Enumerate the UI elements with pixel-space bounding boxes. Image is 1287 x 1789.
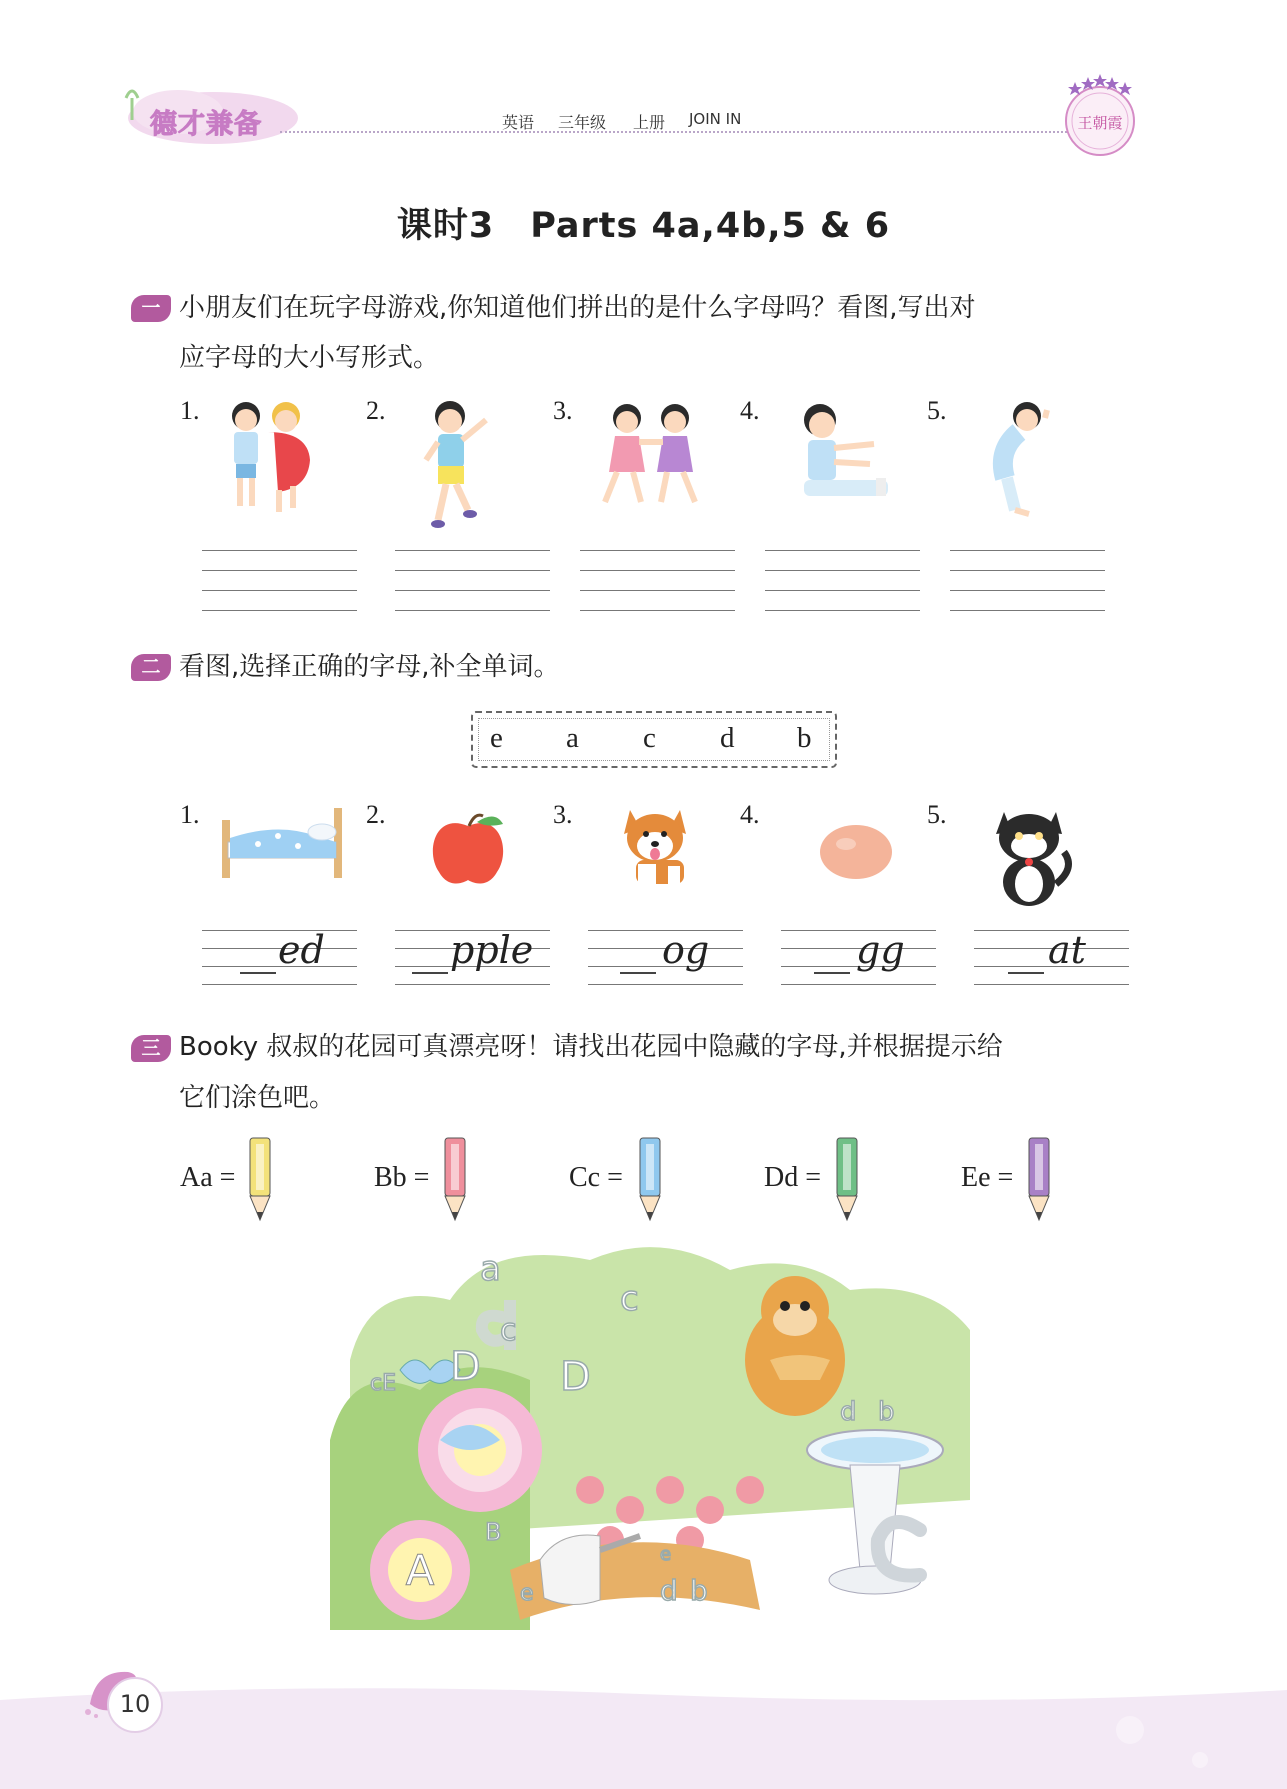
item-number: 1. xyxy=(180,800,200,829)
apple-icon xyxy=(425,812,511,890)
letter-choice: c xyxy=(643,722,656,754)
svg-text:e: e xyxy=(660,1544,672,1565)
section-badge-label: 三 xyxy=(141,1037,161,1059)
kid-letter-k-illustration xyxy=(420,398,500,536)
word-fragment: gg xyxy=(856,928,905,972)
answer-blank[interactable] xyxy=(240,972,276,974)
svg-text:B: B xyxy=(485,1518,502,1546)
kids-letter-a-illustration xyxy=(595,402,707,510)
word-fragment: pple xyxy=(450,928,534,972)
item-number: 3. xyxy=(553,396,573,425)
pencil-icon xyxy=(638,1134,662,1224)
svg-text:a: a xyxy=(480,1249,501,1289)
header-divider xyxy=(280,131,1075,133)
item-number: 2. xyxy=(366,800,386,829)
cat-icon xyxy=(984,798,1074,908)
color-key-label: Ee = xyxy=(961,1162,1014,1193)
svg-text:d: d xyxy=(660,1574,678,1607)
color-key-label: Aa = xyxy=(180,1162,236,1193)
answer-blank[interactable] xyxy=(620,972,656,974)
color-key-label: Cc = xyxy=(569,1162,623,1193)
svg-text:b: b xyxy=(878,1397,895,1427)
header-volume: 上册 xyxy=(633,113,666,132)
svg-text:c: c xyxy=(620,1279,639,1319)
kid-letter-c-illustration xyxy=(985,400,1055,518)
item-number: 5. xyxy=(927,800,947,829)
section1-instruction-line2: 应字母的大小写形式。 xyxy=(179,343,440,373)
pencil-icon xyxy=(443,1134,467,1224)
section-badge-label: 一 xyxy=(141,297,161,319)
section-badge-3 xyxy=(131,1035,171,1062)
kid-letter-e-illustration xyxy=(790,400,896,512)
egg-icon xyxy=(818,822,896,884)
section3-instruction-line2: 它们涂色吧。 xyxy=(179,1083,336,1113)
letter-choice: d xyxy=(720,722,735,754)
section1-instruction-line1: 小朋友们在玩字母游戏,你知道他们拼出的是什么字母吗？看图,写出对 xyxy=(179,293,976,323)
writing-lines[interactable] xyxy=(395,550,550,620)
publisher-seal-logo xyxy=(1055,74,1145,164)
svg-text:cE: cE xyxy=(370,1371,396,1396)
pencil-icon xyxy=(835,1134,859,1224)
svg-text:A: A xyxy=(405,1546,435,1595)
section-badge-label: 二 xyxy=(141,656,161,678)
writing-lines[interactable] xyxy=(580,550,735,620)
item-number: 4. xyxy=(740,800,760,829)
answer-blank[interactable] xyxy=(1008,972,1044,974)
bed-icon xyxy=(218,802,348,882)
svg-text:王朝霞: 王朝霞 xyxy=(1077,114,1123,132)
svg-text:c: c xyxy=(500,1313,517,1348)
header-subject: 英语 xyxy=(502,113,535,132)
dog-icon xyxy=(610,800,705,900)
svg-text:e: e xyxy=(520,1581,534,1606)
page-header xyxy=(0,0,1287,160)
section-badge-1 xyxy=(131,295,171,322)
answer-blank[interactable] xyxy=(814,972,850,974)
writing-lines[interactable] xyxy=(950,550,1105,620)
svg-text:D: D xyxy=(450,1344,481,1390)
answer-blank[interactable] xyxy=(412,972,448,974)
item-number: 5. xyxy=(927,396,947,425)
word-fragment: ed xyxy=(278,928,325,972)
color-key-label: Dd = xyxy=(764,1162,822,1193)
garden-hidden-letters-illustration xyxy=(330,1240,975,1630)
header-grade: 三年级 xyxy=(558,113,607,132)
letter-choice: a xyxy=(566,722,579,754)
section2-instruction: 看图,选择正确的字母,补全单词。 xyxy=(179,652,560,682)
footer-band xyxy=(0,1680,1287,1789)
kids-letter-d-illustration xyxy=(218,398,328,523)
pencil-icon xyxy=(248,1134,272,1224)
svg-text:b: b xyxy=(690,1574,708,1607)
item-number: 4. xyxy=(740,396,760,425)
page-number: 10 xyxy=(119,1690,151,1718)
letter-choice: e xyxy=(490,722,503,754)
item-number: 2. xyxy=(366,396,386,425)
word-fragment: at xyxy=(1048,928,1086,972)
word-fragment: og xyxy=(662,928,710,972)
header-edition: JOIN IN xyxy=(689,110,742,128)
section-badge-2 xyxy=(131,654,171,681)
color-key-label: Bb = xyxy=(374,1162,430,1193)
pencil-icon xyxy=(1027,1134,1051,1224)
svg-text:D: D xyxy=(560,1354,591,1400)
item-number: 1. xyxy=(180,396,200,425)
item-number: 3. xyxy=(553,800,573,829)
svg-text:d: d xyxy=(840,1397,857,1427)
writing-lines[interactable] xyxy=(202,550,357,620)
section3-instruction-line1: Booky 叔叔的花园可真漂亮呀！请找出花园中隐藏的字母,并根据提示给 xyxy=(179,1032,1003,1062)
writing-lines[interactable] xyxy=(765,550,920,620)
letter-choice: b xyxy=(797,722,812,754)
brand-logo-text: 德才兼备 xyxy=(150,109,262,140)
lesson-title: 课时3 Parts 4a,4b,5 & 6 xyxy=(396,206,891,246)
